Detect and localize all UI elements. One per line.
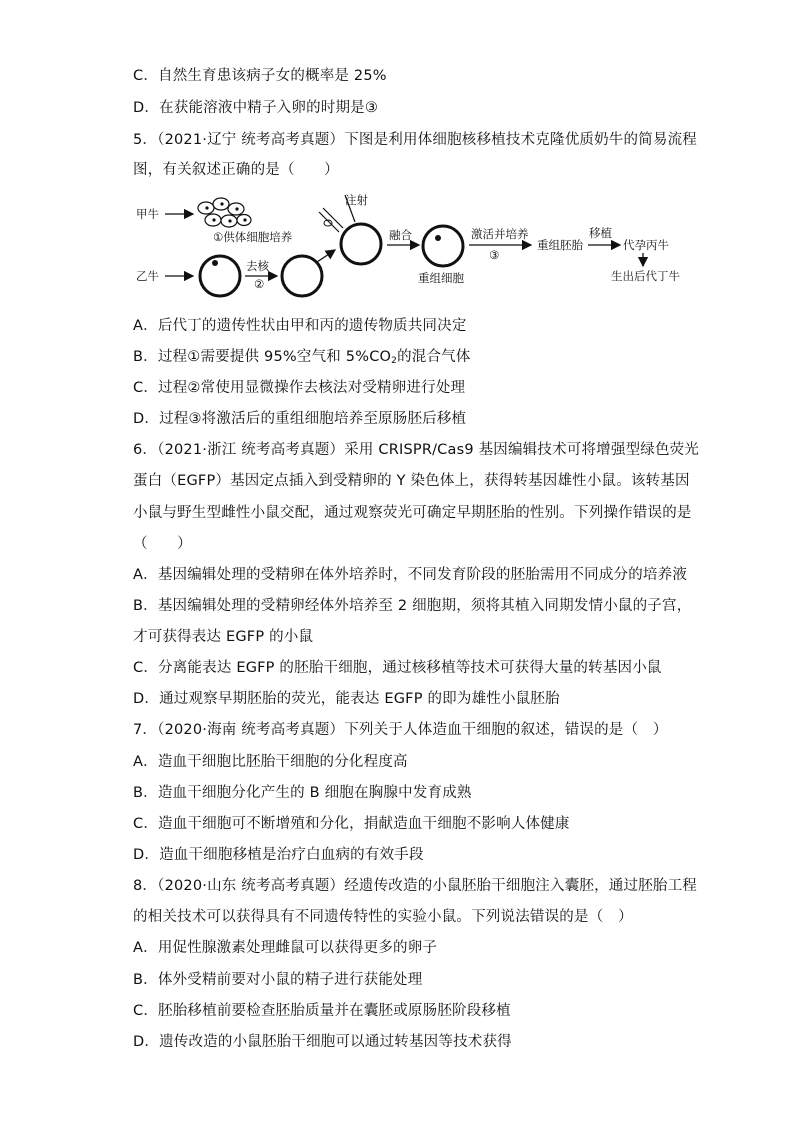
q5b-text-pre: B．过程①需要提供 95%空气和 5%CO bbox=[133, 349, 392, 365]
question-8-stem-2: 的相关技术可以获得具有不同遗传特性的实验小鼠。下列说法错误的是（ ） bbox=[133, 909, 633, 925]
injected-oocyte bbox=[341, 224, 381, 264]
label-bing: 代孕丙牛 bbox=[623, 238, 669, 252]
question-8-stem-1: 8．（2020·山东 统考高考真题）经遗传改造的小鼠胚胎干细胞注入囊胚，通过胚胎工程 bbox=[133, 878, 697, 894]
option-5-prev-d: D．在获能溶液中精子入卵的时期是③ bbox=[133, 100, 379, 116]
question-7-option-b: B．造血干细胞分化产生的 B 细胞在胸腺中发育成熟 bbox=[133, 785, 472, 801]
label-step2: ② bbox=[254, 277, 265, 291]
reconstructed-cell bbox=[423, 226, 463, 266]
question-8-option-d: D．遗传改造的小鼠胚胎干细胞可以通过转基因等技术获得 bbox=[133, 1034, 512, 1050]
question-7-option-c: C．造血干细胞可不断增殖和分化，捐献造血干细胞不影响人体健康 bbox=[133, 816, 570, 832]
enucleated-oocyte bbox=[282, 256, 322, 296]
question-5-option-b bbox=[133, 347, 471, 371]
question-6-option-b-2: 才可获得表达 EGFP 的小鼠 bbox=[133, 629, 314, 645]
question-8-option-c: C．胚胎移植前要检查胚胎质量并在囊胚或原肠胚阶段移植 bbox=[133, 1003, 511, 1019]
label-ding: 生出后代丁牛 bbox=[611, 269, 680, 283]
label-chongzu-cell: 重组细胞 bbox=[418, 271, 464, 285]
label-quhe: 去核 bbox=[246, 259, 269, 273]
question-6-option-d: D．通过观察早期胚胎的荧光，能表达 EGFP 的即为雄性小鼠胚胎 bbox=[133, 691, 560, 707]
question-7-stem: 7．（2020·海南 统考高考真题）下列关于人体造血干细胞的叙述，错误的是（ ） bbox=[133, 722, 668, 738]
donor-cells bbox=[198, 198, 251, 227]
question-7-option-a: A．造血干细胞比胚胎干细胞的分化程度高 bbox=[133, 754, 408, 770]
question-5-option-c: C．过程②常使用显微操作去核法对受精卵进行处理 bbox=[133, 380, 466, 396]
question-6-stem-4: （ ） bbox=[133, 536, 192, 552]
label-ronghe: 融合 bbox=[389, 228, 412, 242]
arrow-to-injection bbox=[317, 250, 335, 262]
question-6-option-b-1: B．基因编辑处理的受精卵经体外培养至 2 细胞期，须将其植入同期发情小鼠的子宫， bbox=[133, 598, 692, 614]
label-jihuo: 激活并培养 bbox=[471, 227, 529, 241]
label-step3: ③ bbox=[489, 248, 500, 262]
question-5-option-a: A．后代丁的遗传性状由甲和丙的遗传物质共同决定 bbox=[133, 318, 467, 334]
question-7-option-d: D．造血干细胞移植是治疗白血病的有效手段 bbox=[133, 847, 424, 863]
question-5-option-d: D．过程③将激活后的重组细胞培养至原肠胚后移植 bbox=[133, 411, 467, 427]
question-5-stem-1: 5．（2021·辽宁 统考高考真题）下图是利用体细胞核移植技术克隆优质奶牛的简易流程 bbox=[133, 132, 697, 148]
question-8-option-b: B．体外受精前要对小鼠的精子进行获能处理 bbox=[133, 972, 423, 988]
label-yizhi: 移植 bbox=[589, 226, 612, 240]
label-yi: 乙牛 bbox=[136, 269, 159, 283]
cloning-flow-diagram bbox=[133, 190, 713, 300]
label-step1: ①供体细胞培养 bbox=[213, 230, 293, 244]
q5b-text-post: 的混合气体 bbox=[397, 349, 471, 365]
question-6-stem-2: 蛋白（EGFP）基因定点插入到受精卵的 Y 染色体上，获得转基因雄性小鼠。该转基因 bbox=[133, 473, 690, 489]
question-6-stem-1: 6．（2021·浙江 统考高考真题）采用 CRISPR/Cas9 基因编辑技术可将增强型绿色荧光 bbox=[133, 442, 700, 458]
question-8-option-a: A．用促性腺激素处理雌鼠可以获得更多的卵子 bbox=[133, 940, 438, 956]
label-chongzu-embryo: 重组胚胎 bbox=[537, 238, 583, 252]
q5b-subscript: 2 bbox=[391, 356, 398, 366]
question-6-option-a: A．基因编辑处理的受精卵在体外培养时，不同发育阶段的胚胎需用不同成分的培养液 bbox=[133, 567, 688, 583]
label-jia: 甲牛 bbox=[136, 207, 159, 221]
question-5-stem-2: 图，有关叙述正确的是（ ） bbox=[133, 162, 339, 178]
reconstructed-nucleus bbox=[435, 235, 441, 241]
question-6-stem-3: 小鼠与野生型雌性小鼠交配，通过观察荧光可确定早期胚胎的性别。下列操作错误的是 bbox=[133, 505, 692, 521]
oocyte bbox=[200, 256, 240, 296]
oocyte-nucleus bbox=[212, 260, 218, 266]
option-5-prev-c: C．自然生育患该病子女的概率是 25% bbox=[133, 68, 387, 84]
label-zhusha: 注射 bbox=[345, 193, 368, 207]
question-6-option-c: C．分离能表达 EGFP 的胚胎干细胞，通过核移植等技术可获得大量的转基因小鼠 bbox=[133, 660, 662, 676]
